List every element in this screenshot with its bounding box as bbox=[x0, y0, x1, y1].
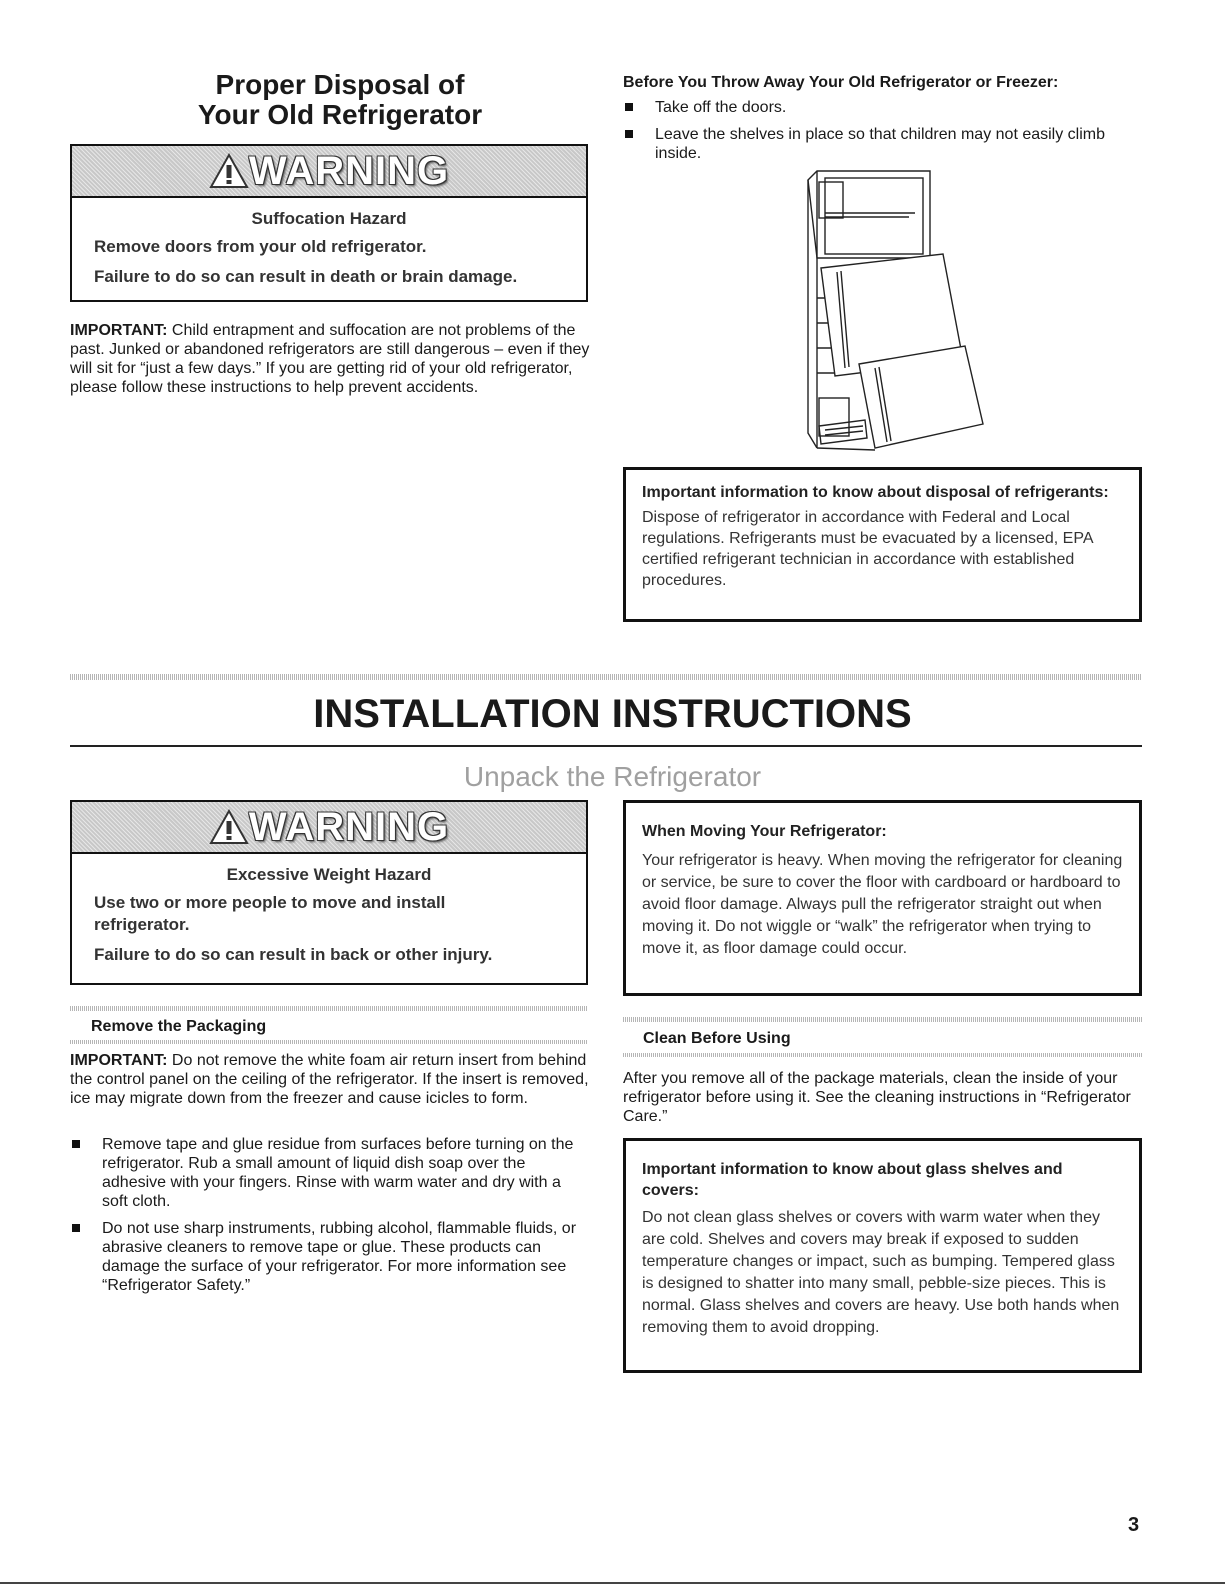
moving-title: When Moving Your Refrigerator: bbox=[642, 823, 887, 840]
warning-line2: Failure to do so can result in back or other injury. bbox=[94, 945, 493, 964]
warning-banner bbox=[72, 802, 586, 854]
installation-title: INSTALLATION INSTRUCTIONS bbox=[313, 692, 912, 736]
warning-body bbox=[72, 854, 586, 978]
heading-rule bbox=[70, 745, 1142, 747]
warning-banner bbox=[72, 146, 586, 198]
clean-paragraph: After you remove all of the package materials, clean the inside of your refrigerator before using it. See the cleaning instructions in “Refrigerator Care.” bbox=[623, 1070, 1131, 1125]
glass-title: Important information to know about glass shelves and covers: bbox=[642, 1161, 1063, 1199]
moving-text: Your refrigerator is heavy. When moving the refrigerator for cleaning or service, be sure to cover the floor with cardboard or hardboard to avoid floor damage. Always pull the refrigerator straight out when moving it. Do not wiggle or “walk” the refrigerator when trying to move it, as floor damage could occur. bbox=[642, 852, 1123, 957]
unpack-subtitle: Unpack the Refrigerator bbox=[463, 761, 762, 792]
section-divider bbox=[70, 674, 1142, 680]
suffocation-warning-box bbox=[70, 144, 588, 302]
refrigerator-doors-removed-illustration bbox=[805, 168, 995, 454]
clean-rule-top bbox=[623, 1017, 1142, 1022]
glass-shelves-info-box bbox=[623, 1138, 1142, 1373]
disposal-important-paragraph bbox=[70, 321, 590, 397]
list-item: Do not use sharp instruments, rubbing alcohol, flammable fluids, or abrasive cleaners to remove tape or glue. These products can damage the surface of your refrigerator. For more information see “Refrigerator Safety.” bbox=[70, 1219, 590, 1295]
packaging-rule-top bbox=[70, 1006, 588, 1011]
before-throw-away-list bbox=[623, 98, 1123, 171]
disposal-title-line2: Your Old Refrigerator bbox=[197, 99, 483, 130]
moving-info-box bbox=[623, 800, 1142, 996]
warning-line2: Failure to do so can result in death or brain damage. bbox=[94, 267, 518, 286]
refrigerants-title: Important information to know about disposal of refrigerants: bbox=[642, 484, 1109, 501]
important-label: IMPORTANT: bbox=[70, 1052, 168, 1069]
remove-packaging-heading: Remove the Packaging bbox=[91, 1018, 267, 1035]
warning-word: WARNING bbox=[248, 804, 450, 849]
important-label: IMPORTANT: bbox=[70, 322, 168, 339]
clean-rule-bottom bbox=[623, 1053, 1142, 1057]
hazard-name: Excessive Weight Hazard bbox=[226, 865, 432, 884]
list-item: Take off the doors. bbox=[623, 98, 1123, 117]
packaging-list bbox=[70, 1135, 590, 1303]
warning-word: WARNING bbox=[248, 148, 450, 193]
packaging-rule-bottom bbox=[70, 1040, 588, 1044]
hazard-name: Suffocation Hazard bbox=[251, 209, 407, 228]
disposal-title-line1: Proper Disposal of bbox=[215, 69, 465, 100]
warning-triangle-icon bbox=[209, 809, 249, 845]
page-bottom-rule bbox=[0, 1582, 1225, 1584]
disposal-title bbox=[140, 70, 540, 130]
important-text: Do not remove the white foam air return insert from behind the control panel on the ceiling of the refrigerator. If the insert is removed, ice may migrate down from the freezer and cause icicles to form. bbox=[70, 1052, 589, 1107]
warning-body bbox=[72, 198, 586, 300]
clean-before-using-heading: Clean Before Using bbox=[643, 1030, 791, 1047]
warning-triangle-icon bbox=[209, 153, 249, 189]
packaging-important-paragraph bbox=[70, 1051, 590, 1108]
warning-line1: Use two or more people to move and install refrigerator. bbox=[94, 893, 446, 934]
page-number: 3 bbox=[1128, 1514, 1140, 1536]
warning-line1: Remove doors from your old refrigerator. bbox=[94, 237, 427, 256]
weight-warning-box bbox=[70, 800, 588, 985]
list-item: Remove tape and glue residue from surfaces before turning on the refrigerator. Rub a small amount of liquid dish soap over the adhesive with your fingers. Rinse with warm water and dry with a soft cloth. bbox=[70, 1135, 590, 1211]
glass-text: Do not clean glass shelves or covers with warm water when they are cold. Shelves and covers may break if exposed to sudden temperature changes or impact, such as bumping. Tempered glass is designed to shatter into many small, pebble-size pieces. This is normal. Glass shelves and covers are heavy. Use both hands when removing them to avoid dropping. bbox=[642, 1209, 1120, 1336]
important-text: Child entrapment and suffocation are not problems of the past. Junked or abandoned refrigerators are still dangerous – even if they will sit for “just a few days.” If you are getting rid of your old refrigerator, please follow these instructions to help prevent accidents. bbox=[70, 322, 590, 396]
list-item: Leave the shelves in place so that children may not easily climb inside. bbox=[623, 125, 1123, 163]
before-throw-away-heading: Before You Throw Away Your Old Refrigerator or Freezer: bbox=[623, 74, 1059, 91]
refrigerants-info-box bbox=[623, 467, 1142, 622]
refrigerants-text: Dispose of refrigerator in accordance with Federal and Local regulations. Refrigerants must be evacuated by a licensed, EPA certified refrigerant technician in accordance with established procedures. bbox=[642, 509, 1093, 589]
